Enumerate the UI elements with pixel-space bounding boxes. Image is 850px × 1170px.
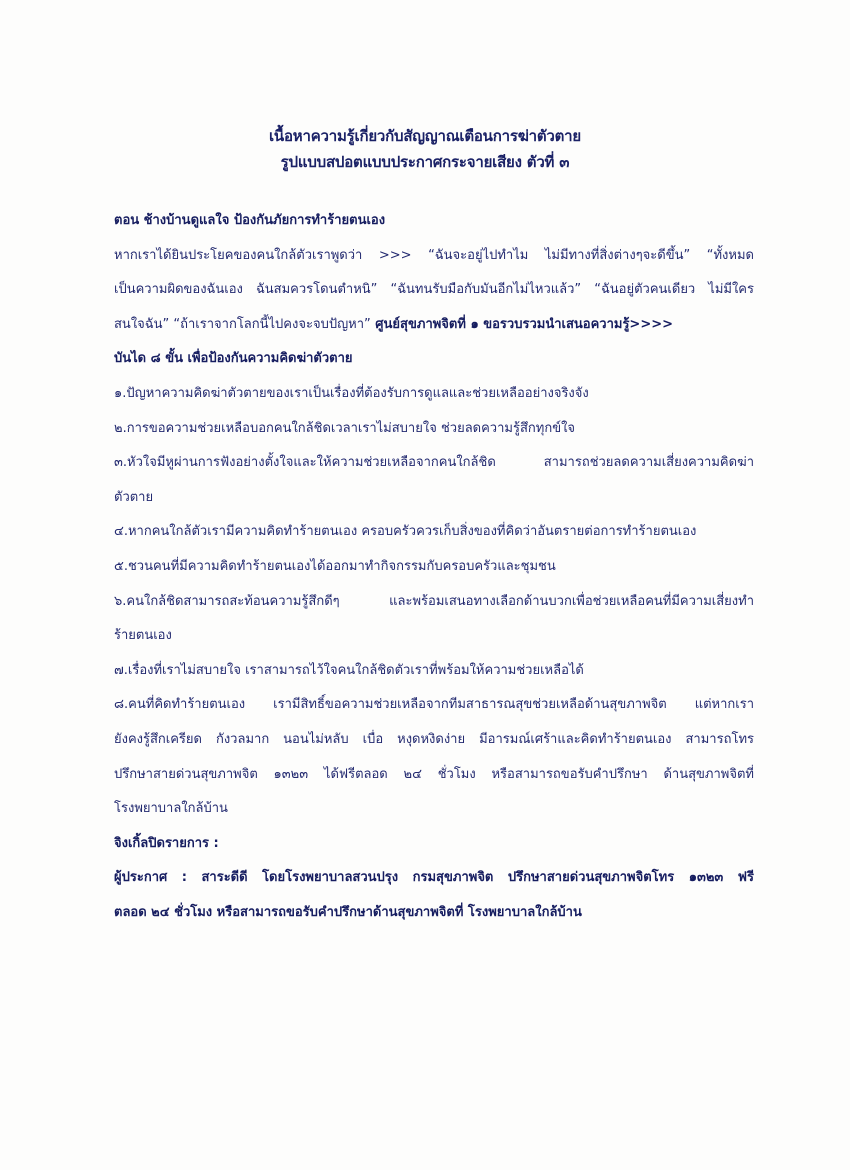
- document-subtitle: รูปแบบสปอตแบบประกาศกระจายเสียง ตัวที่ ๓: [280, 153, 570, 171]
- step-7: ๗.เรื่องที่เราไม่สบายใจ เราสามารถไว้ใจคนใกล้ชิดตัวเราที่พร้อมให้ความช่วยเหลือได้: [114, 662, 584, 678]
- step-1: ๑.ปัญหาความคิดฆ่าตัวตายของเราเป็นเรื่องที่ต้องรับการดูแลและช่วยเหลืออย่างจริงจัง: [114, 385, 589, 401]
- intro-line-3-text: สนใจฉัน” “ถ้าเราจากโลกนี้ไปคงจะจบปัญหา”: [114, 316, 371, 332]
- document-title: เนื้อหาความรู้เกี่ยวกับสัญญาณเตือนการฆ่าตัวตาย: [269, 127, 581, 145]
- intro-line-1: หากเราได้ยินประโยคของคนใกล้ตัวเราพูดว่า >>> “ฉันจะอยู่ไปทำไม ไม่มีทางที่สิ่งต่างๆจะดีขึ้น” “ทั้งหมด: [114, 247, 754, 263]
- step-4: ๔.หากคนใกล้ตัวเรามีความคิดทำร้ายตนเอง ครอบครัวควรเก็บสิ่งของที่คิดว่าอันตรายต่อการทำร้ายตนเอง: [114, 524, 697, 540]
- step-8-line-4: โรงพยาบาลใกล้บ้าน: [114, 801, 228, 817]
- intro-line-3: [114, 308, 754, 343]
- intro-bold-tail: ศูนย์สุขภาพจิตที่ ๑ ขอรวบรวมนำเสนอความรู้>>>>: [370, 316, 673, 332]
- announcer-line-2: ตลอด ๒๔ ชั่วโมง หรือสามารถขอรับคำปรึกษาด้านสุขภาพจิตที่ โรงพยาบาลใกล้บ้าน: [114, 904, 582, 920]
- document-body: [114, 204, 754, 930]
- step-8-line-3: ปรึกษาสายด่วนสุขภาพจิต ๑๓๒๓ ได้ฟรีตลอด ๒๔ ชั่วโมง หรือสามารถขอรับคำปรึกษา ด้านสุขภาพจิตที่: [114, 766, 754, 782]
- step-6-line-2: ร้ายตนเอง: [114, 628, 172, 644]
- step-8-line-1: ๘.คนที่คิดทำร้ายตนเอง เรามีสิทธิ์ขอความช่วยเหลือจากทีมสาธารณสุขช่วยเหลือด้านสุขภาพจิต แต่หากเรา: [114, 697, 754, 713]
- intro-line-2: เป็นความผิดของฉันเอง ฉันสมควรโดนตำหนิ” “ฉันทนรับมือกับมันอีกไม่ไหวแล้ว” “ฉันอยู่ตัวคนเดียว ไม่มีใคร: [114, 282, 754, 298]
- announcer-line-1: ผู้ประกาศ : สาระดีดี โดยโรงพยาบาลสวนปรุง กรมสุขภาพจิต ปรึกษาสายด่วนสุขภาพจิตโทร ๑๓๒๓ ฟรี: [114, 870, 754, 886]
- step-8-line-2: ยังคงรู้สึกเครียด กังวลมาก นอนไม่หลับ เบื่อ หงุดหงิดง่าย มีอารมณ์เศร้าและคิดทำร้ายตนเอง สามารถโทร: [114, 731, 754, 747]
- step-5: ๕.ชวนคนที่มีความคิดทำร้ายตนเองได้ออกมาทำกิจกรรมกับครอบครัวและชุมชน: [114, 558, 556, 574]
- step-6-line-1: ๖.คนใกล้ชิดสามารถสะท้อนความรู้สึกดีๆ และพร้อมเสนอทางเลือกด้านบวกเพื่อช่วยเหลือคนที่มีความเสี่ยงทำ: [114, 593, 754, 609]
- episode-heading: ตอน ช้างบ้านดูแลใจ ป้องกันภัยการทำร้ายตนเอง: [114, 213, 386, 228]
- step-2: ๒.การขอความช่วยเหลือบอกคนใกล้ชิดเวลาเราไม่สบายใจ ช่วยลดความรู้สึกทุกข์ใจ: [114, 420, 576, 436]
- steps-heading: บันได ๘ ขั้น เพื่อป้องกันความคิดฆ่าตัวตาย: [114, 351, 353, 367]
- step-3-line-2: ตัวตาย: [114, 489, 154, 505]
- step-3-line-1: ๓.หัวใจมีหูผ่านการฟังอย่างตั้งใจและให้ความช่วยเหลือจากคนใกล้ชิด สามารถช่วยลดความเสี่ยงความคิดฆ่า: [114, 455, 754, 471]
- closing-jingle: จิงเกิ้ลปิดรายการ :: [114, 835, 219, 851]
